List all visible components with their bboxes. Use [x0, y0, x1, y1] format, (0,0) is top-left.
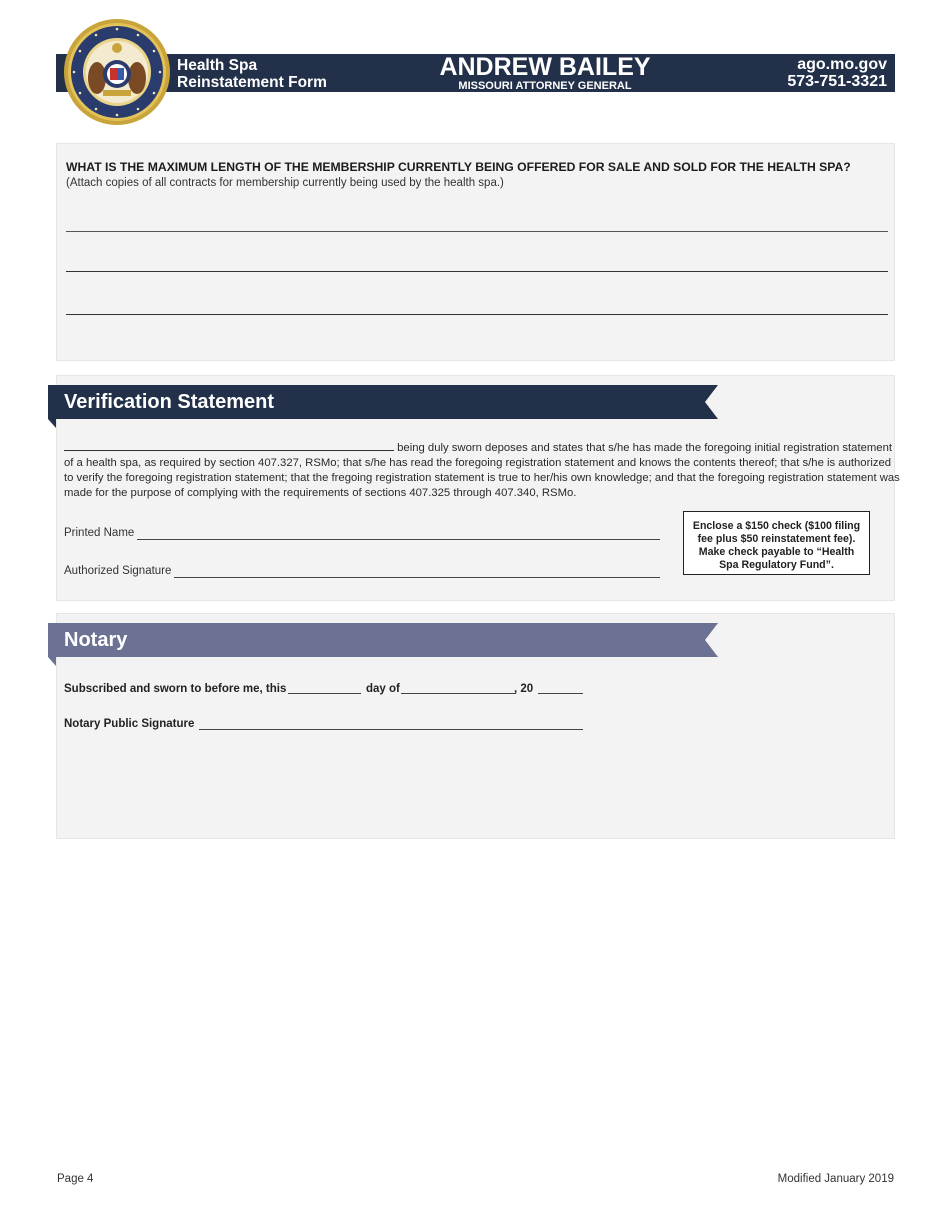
- authorized-signature-label: Authorized Signature: [64, 565, 172, 577]
- notary-ribbon: [48, 623, 720, 657]
- modified-date: Modified January 2019: [777, 1173, 894, 1185]
- notary-signature-label: Notary Public Signature: [64, 718, 195, 730]
- membership-question-panel: [56, 143, 895, 361]
- page-number: Page 4: [57, 1173, 94, 1185]
- answer-line-1[interactable]: [66, 231, 888, 232]
- verification-statement: [64, 440, 900, 501]
- authorized-signature-line[interactable]: [174, 577, 660, 578]
- sworn-year-line[interactable]: [538, 693, 583, 694]
- printed-name-label: Printed Name: [64, 527, 135, 539]
- answer-line-3[interactable]: [66, 314, 888, 315]
- fee-note-text: Enclose a $150 check ($100 filing fee plus $50 reinstatement fee). Make check payable to “Health Spa Regulatory Fund”.: [692, 520, 861, 571]
- printed-name-line[interactable]: [137, 539, 660, 540]
- phone-number: 573-751-3321: [787, 73, 887, 90]
- attorney-general-name: ANDREW BAILEY: [439, 53, 651, 81]
- notary-signature-line[interactable]: [199, 729, 583, 730]
- sworn-month-line[interactable]: [401, 693, 516, 694]
- contact-info: [787, 56, 887, 90]
- day-of-label: day of: [366, 683, 400, 695]
- deponent-name-line[interactable]: [64, 440, 394, 451]
- membership-question-subtext: (Attach copies of all contracts for membership currently being used by the health spa.): [66, 177, 504, 189]
- notary-title: Notary: [64, 629, 128, 651]
- form-title: [177, 57, 327, 91]
- missouri-attorney-general-seal-icon: [63, 18, 171, 126]
- year-prefix: , 20: [514, 683, 534, 695]
- sworn-prefix: Subscribed and sworn to before me, this: [64, 683, 287, 695]
- website-link[interactable]: ago.mo.gov: [797, 56, 887, 73]
- verification-ribbon: [48, 385, 720, 419]
- form-title-line1: Health Spa: [177, 57, 258, 74]
- answer-line-2[interactable]: [66, 271, 888, 272]
- sworn-day-line[interactable]: [288, 693, 361, 694]
- membership-question-heading: WHAT IS THE MAXIMUM LENGTH OF THE MEMBERSHIP CURRENTLY BEING OFFERED FOR SALE AND SOLD FOR THE HEALTH SPA?: [66, 160, 851, 174]
- verification-statement-text: being duly sworn deposes and states that s/he has made the foregoing initial registration statement of a health spa, as required by section 407.327, RSMo; that s/he has read the foregoing registration statement and knows the contents thereof; that s/he is authorized to verify the foregoing registration statement; that the fregoing registration statement is true to her/his own knowledge; and that the foregoing registration statement was made for the purpose of complying with the requirements of sections 407.325 through 407.340, RSMo.: [64, 442, 900, 499]
- fee-note-box: [683, 511, 870, 575]
- verification-title: Verification Statement: [64, 391, 275, 413]
- attorney-general-title: MISSOURI ATTORNEY GENERAL: [458, 80, 632, 92]
- form-title-line2: Reinstatement Form: [177, 74, 327, 91]
